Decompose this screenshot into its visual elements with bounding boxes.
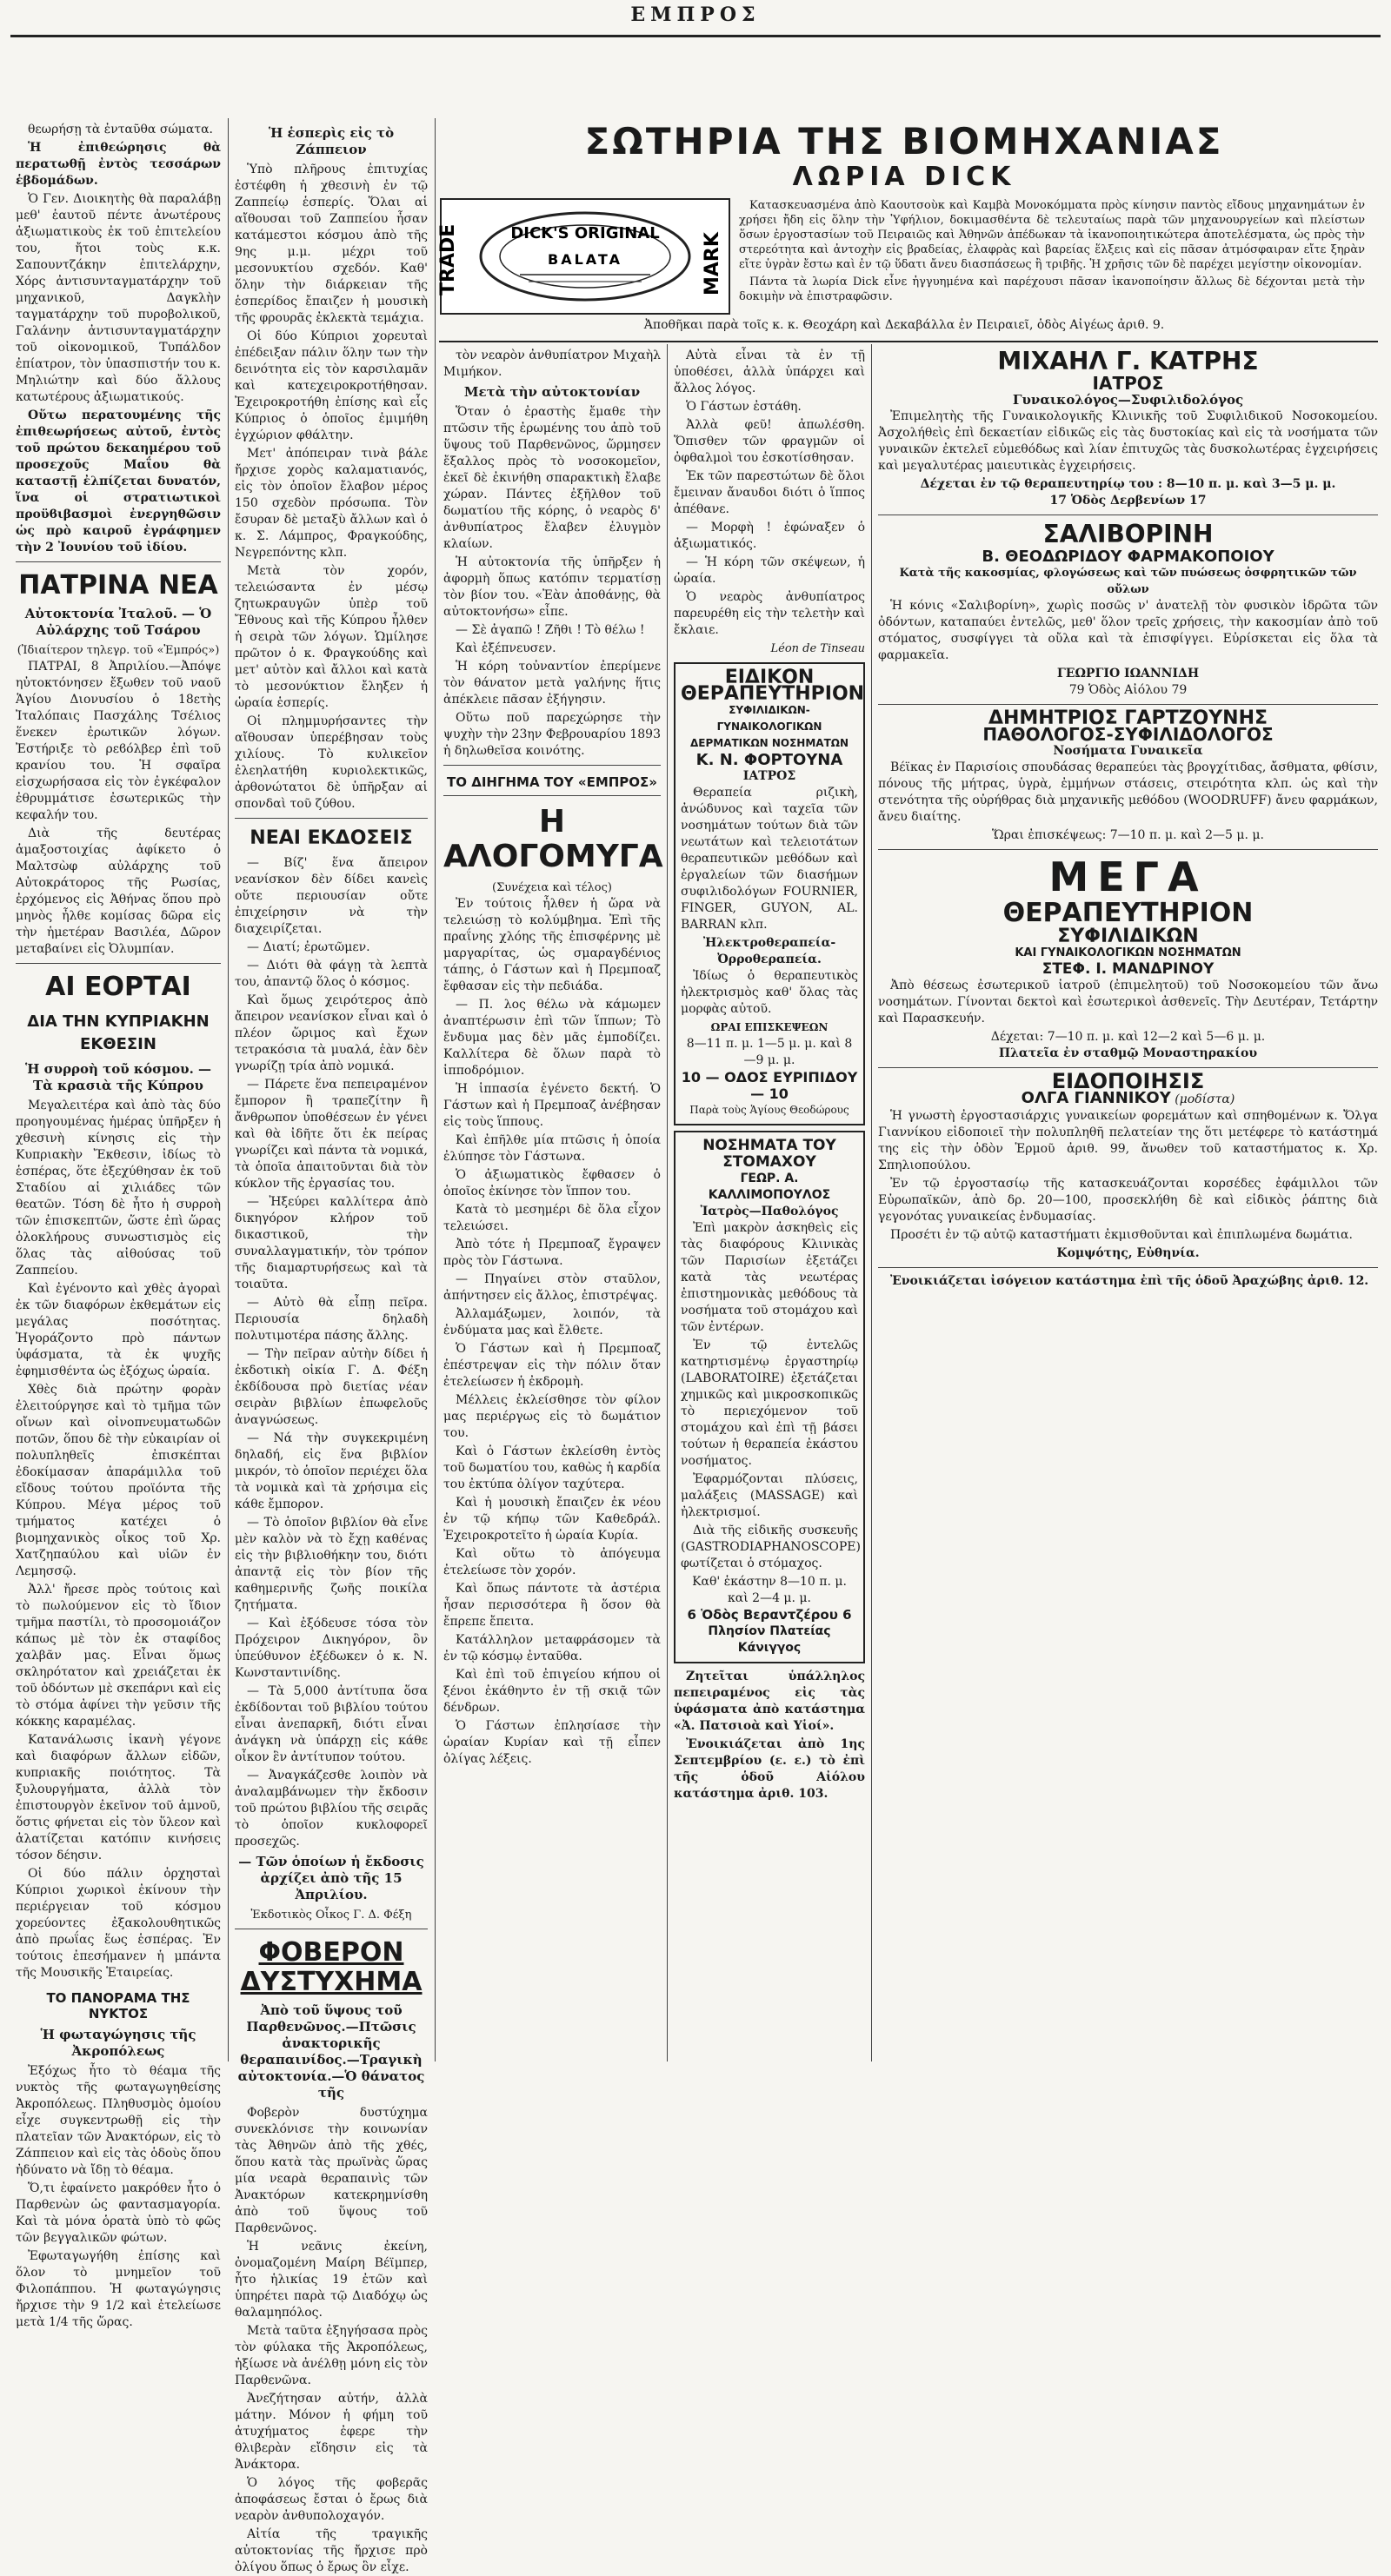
col3-p7: Οὕτω ποῦ παρεχώρησε τὴν ψυχὴν τὴν 23ην Φεβρουαρίου 1893 ἡ δηλωθεῖσα κοινότης. <box>443 711 661 758</box>
ad-salivorin-sub: Κατὰ τῆς κακοσμίας, φλογώσεως καὶ τῶν πυώσεως ὀσφρητικῶν τῶν οὔλων <box>899 567 1357 596</box>
col3-p32: Ὁ Γάστων ἐπλησίασε τὴν ὡραίαν Κυρίαν καὶ τῇ εἶπεν ὀλίγας λέξεις. <box>443 1719 661 1766</box>
ad-mega-title: ΜΕΓΑ <box>1048 853 1208 900</box>
ad-kallimopoulos-title: ΝΟΣΗΜΑΤΑ ΤΟΥ ΣΤΟΜΑΧΟΥ <box>702 1137 836 1171</box>
col2-p7: — Βίζ' ἕνα ἄπειρον νεανίσκον δὲν δίδει κανεὶς οὔτε περιουσίαν οὔτε ἐπιχείρησιν νὰ τὴν διαχειρίζεται. <box>235 856 428 936</box>
ad-enoikiazetai: Ἐνοικιάζεται ἰσόγειον κατάστημα ἐπὶ τῆς ὁδοῦ Ἀραχώβης ἀριθ. 12. <box>890 1274 1369 1288</box>
masthead-rule <box>10 35 1381 37</box>
ad-karpis-text: Ἐπιμελητὴς τῆς Γυναικολογικῆς Κλινικῆς τοῦ Συφιλιδικοῦ Νοσοκομείου. Ἀσχολήθεὶς ἐπὶ δεκαετίαν εἰδικῶς εἰς τὰς δυστοκίας καὶ εἰς τὰ νοσήματα τῶν γυναικῶν ἐκτελεῖ εὐμεθόδως καὶ λίαν ἐπιτυχῶς τὰς δυσκολωτέρας ἐγχειρήσεις καὶ μεγαλυτέρας μαιευτικὰς ἐγχειρήσεις. <box>878 409 1378 473</box>
ad-soteria-p1: Κατασκευασμένα ἀπὸ Καουτσοὺκ καὶ Καμβὰ Μονοκόμματα πρὸς κίνησιν παντὸς εἴδους μηχανημάτων ἐν χρήσει ἤδη εἰς ὅλην τὴν Ὑφήλιον, δοκιμασθέντα δὲ τελευταίως παρὰ τῶν μηχανουργείων καὶ πλείστων ὅσων ἐργοστασίων τοῦ Πειραιῶς καὶ Ἀθηνῶν ἀπέδωκαν τὰ ἱκανοποιητικώτερα ἀποτελέσματα, ὡς πρὸς τὴν στερεότητα καὶ ἀντοχὴν εἰς βραδείας, ἐλαφρὰς καὶ βαρείας ἕλξεις καὶ εἰς πᾶσαν ἀτμόσφαιραν εἴτε ξηρὰν εἴτε ὑγρὰν ἔστω καὶ ἐν τῷ ὕδατι ἄνευ διασπάσεως ἢ τριβῆς. Ἡ χρῆσις τῶν δὲ παρέχει μεγίστην οἰκονομίαν. <box>739 199 1365 271</box>
ad-gartzounis-role: ΠΑΘΟΛΟΓΟΣ-ΣΥΦΙΛΙΔΟΛΟΓΟΣ <box>982 724 1274 745</box>
col3-p14: Ὁ νεαρὸς ἀνθυπίατρος παρευρέθη εἰς τὴν τελετὴν καὶ ἔκλαιε. <box>674 590 865 637</box>
ad-mega-address: Πλατεῖα ἐν σταθμῷ Μοναστηρακίου <box>998 1046 1258 1060</box>
col2-p21: Φοβερὸν δυστύχημα συνεκλόνισε τὴν κοινωνίαν τὰς Ἀθηνῶν ἀπὸ τῆς χθές, ὅπου κατὰ τὰς πρωϊνὰς ὥρας μία νεαρὰ θεραπαινὶς τῶν Ἀνακτόρων κατεκρημνίσθη ἀπὸ τοῦ ὕψους τοῦ Παρθενῶνος. <box>235 2106 428 2235</box>
headline-patrina: ΠΑΤΡΙΝΑ ΝΕΑ <box>18 570 218 601</box>
col1-p11: Κατανάλωσις ἱκανὴ γέγονε καὶ διαφόρων ἄλλων εἰδῶν, κυπριακῆς ποιότητος. Τὰ ξυλουργήματα, ἀλλὰ τὸν ἐπιστουργὸν ἐκεῖνον τοῦ ἀμνοῦ, ὅστις φήνεται εἰς τὸν ὕλεον καὶ ἀλατίζεται κατόπιν κινήσεις τόσον δέησιν. <box>16 1733 221 1862</box>
ad-fortouna-hours: 8—11 π. μ. 1—5 μ. μ. καὶ 8—9 μ. μ. <box>686 1037 853 1067</box>
ad-fortouna <box>674 662 865 1125</box>
col3-p30: Κατάλληλον μεταφράσομεν τὰ ἐν τῷ κόσμῳ ἐνταῦθα. <box>443 1633 661 1663</box>
col3-p11: Ἐκ τῶν παρεστώτων δὲ ὅλοι ἔμειναν ἄναυδοι διότι ὁ ἵππος ἀπέθανε. <box>674 469 865 516</box>
col2-p16: — Τὸ ὁποῖον βιβλίον θὰ εἶνε μὲν καλὸν νὰ τὸ ἔχῃ καθένας εἰς τὴν βιβλιοθήκην του, διότι ἀπαντᾷ εἰς τὸν βίον τῆς καθημερινῆς ζωῆς ποικίλα ζητήματα. <box>235 1516 428 1612</box>
trademark-emblem-icon <box>437 200 729 313</box>
ad-mega-sub2: ΣΥΦΙΛΙΔΙΚΩΝ <box>1057 926 1199 947</box>
column-5-ads <box>878 348 1378 2068</box>
divider <box>235 818 428 819</box>
col1-p10: Ἀλλ' ἤρεσε πρὸς τούτοις καὶ τὸ πωλούμενον εἰς τὸ ἴδιον τμῆμα παστίλι, τὸ προσομοιάζον κάπως μὲ τὸν ἐκ σταφίδος χαλβᾶν μας. Εἶναι ὅμως σκληρότατον καὶ χρειάζεται ἐκ τοῦ ὀδόντων μὲ σκεπάρνι καὶ εἰς τὸ στόμα ἀφίνει τὴν γεῦσιν τῆς κόκκης καραμέλας. <box>16 1583 221 1729</box>
col3-p22: — Πηγαίνει στὸν σταῦλον, ἀπήντησεν εἰς ἄλλος, ἐπιστρέψας. <box>443 1272 661 1303</box>
ad-kallimopoulos-hours: Καθ' ἑκάστην 8—10 π. μ. καὶ 2—4 μ. μ. <box>692 1575 847 1605</box>
divider <box>878 704 1378 705</box>
ad-kallimopoulos-role: Ἰατρὸς—Παθολόγος <box>700 1205 839 1218</box>
headline-alogomiga: Η ΑΛΟΓΟΜΥΓΑ <box>443 804 663 874</box>
ad-soteria-subtitle: ΛΩΡΙΑ DICK <box>792 162 1016 192</box>
col3-p28: Καὶ οὕτω τὸ ἀπόγευμα ἐτελείωσε τὸν χορόν. <box>443 1547 661 1577</box>
logo-trade-text: TRADE <box>437 223 459 295</box>
subhead-telos: (Συνέχεια καὶ τέλος) <box>492 881 612 894</box>
col1-p7: Μεγαλειτέρα καὶ ἀπὸ τὰς δύο προηγουμένας ἡμέρας ὑπῆρξεν ἡ χθεσινὴ κίνησις εἰς τὴν Κυπριακὴν Ἔκθεσιν, ἰδίως τὸ ἑσπέρας, ὅτε ἐξεχύθησαν ἐκ τοῦ Σταδίου αἱ χιλιάδες τῶν θεατῶν. Τόση δὲ ἦτο ἡ συρροὴ τῶν ἐπισκεπτῶν, ὥστε ἐπὶ ὥρας ὁλοκλήρους συνωστισμὸς εἰς ὅλας τὰς αἰθούσας τοῦ Ζαππείου. <box>16 1099 221 1278</box>
col3-p27: Καὶ ἡ μουσικὴ ἔπαιζεν ἐκ νέου ἐν τῷ κήπῳ τῶν Καθεδράλ. Ἐχειροκροτεῖτο ἡ ὡραία Κυρία. <box>443 1496 661 1543</box>
col3-p19: Ὁ ἀξιωματικὸς ἔφθασεν ὁ ὁποῖος ἐκίνησε τὸν ἵππον του. <box>443 1168 661 1198</box>
ad-mega-sub3: ΚΑΙ ΓΥΝΑΙΚΟΛΟΓΙΚΩΝ ΝΟΣΗΜΑΤΩΝ <box>1015 946 1241 959</box>
ad-karpis-hours: Δέχεται ἐν τῷ θεραπευτηρίῳ του : 8—10 π. μ. καὶ 3—5 μ. μ. <box>920 477 1336 491</box>
col3-p24: Ὁ Γάστων καὶ ἡ Πρεμποαζ ἐπέστρεψαν εἰς τὴν πόλιν ὅταν ἐτελείωσεν ἡ ἐκδρομὴ. <box>443 1342 661 1389</box>
subhead-ekdosis-arch: — Τῶν ὁποίων ἡ ἔκδοσις ἀρχίζει ἀπὸ τῆς 15 Ἀπριλίου. <box>238 1854 424 1902</box>
column-3 <box>443 348 661 2068</box>
column-rule <box>435 118 436 2061</box>
ad-fortouna-role: ΙΑΤΡΟΣ <box>742 769 796 783</box>
ad-kallimopoulos-text2: Ἐν τῷ ἐντελῶς κατηρτισμένῳ ἐργαστηρίῳ (LABORATOIRE) ἐξετάζεται χημικῶς καὶ μικροσκοπικῶς τὸ περιεχόμενον τοῦ στομάχου καὶ ἐπὶ τῇ βάσει τούτων ἡ θεραπεία ἐκάστου νοσήματος. <box>681 1338 858 1468</box>
masthead-title: ΕΜΠΡΟΣ <box>630 3 761 26</box>
col2-p5: Μετὰ τὸν χορόν, τελειώσαντα ἐν μέσῳ ζητωκραυγῶν ὑπὲρ τοῦ Ἔθνους καὶ τῆς Κύπρου ἦλθεν ἡ σειρὰ τῶν λόγων. Ὡμίλησε πρῶτον ὁ κ. Φραγκούδης καὶ μετ' αὐτὸν καὶ ἄλλοι καὶ κατὰ τὸ μεσονύκτιον ἔληξεν ἡ ὡραία ἑσπερίς. <box>235 564 428 710</box>
col2-p2: Ὑπὸ πλῆρους ἐπιτυχίας ἐστέφθη ἡ χθεσινὴ ἐν τῷ Ζαππείῳ ἑσπερίς. Ὅλαι αἱ αἴθουσαι τοῦ Ζαππείου ἦσαν κατάμεστοι κόσμου ἀπὸ τῆς 9ης μ.μ. μέχρι τοῦ μεσονυκτίου σχεδόν. Καθ' ὅλην τὴν διάρκειαν τῆς ἑσπερίδος ἔπαιζεν ἡ μουσικὴ τῆς φρουρᾶς ἐκλεκτὰ τεμάχια. <box>235 163 428 325</box>
ad-fortouna-hours-label: ΩΡΑΙ ΕΠΙΣΚΕΨΕΩΝ <box>710 1021 829 1033</box>
ad-fortouna-sub3: Ἠλεκτροθεραπεία-Ὀρροθεραπεία. <box>702 936 836 966</box>
headline-foveron: ΦΟΒΕΡΟΝ ΔΥΣΤΥΧΗΜΑ <box>240 1937 423 1997</box>
subhead-fotagogisis: Ἡ φωταγώγησις τῆς Ἀκροπόλεως <box>40 2027 196 2059</box>
subhead-foveron: Ἀπὸ τοῦ ὕψους τοῦ Παρθενῶνος.—Πτῶσις ἀνακτορικῆς θεραπαινίδος.—Τραγικὴ αὐτοκτονία.—Ὁ θάνατος τῆς <box>237 2002 425 2101</box>
col1-p3: Ὁ Γεν. Διοικητὴς θὰ παραλάβῃ μεθ' ἑαυτοῦ πέντε ἀνωτέρους ἀξιωματικοὺς ἐκ τοῦ ἐπιτελείου του, ἤτοι τοὺς κ.κ. Σαπουντζάκην ἐπιτελάρχην, Χόρς ἀντισυνταγματάρχην τοῦ μηχανικοῦ, Δαγκλὴν ταγματάρχην τοῦ πυροβολικοῦ, Γαλάνην ἀντισυνταγματάρχην τοῦ οἰκονομικοῦ, Τυπάλδον ἐπίατρον, τὸν ὑπασπιστήν του κ. Μηλιώτην καὶ δύο ἄλλους κατωτέρους ἀξιωματικούς. <box>16 192 221 404</box>
ad-eidop-footer: Κομψότης, Εὐθηνία. <box>1056 1246 1200 1260</box>
col3-p12: — Μορφὴ ! ἐφώναξεν ὁ ἀξιωματικός. <box>674 521 865 551</box>
masthead <box>0 0 1391 111</box>
ad-soteria-address: Ἀποθῆκαι παρὰ τοῖς κ. κ. Θεοχάρη καὶ Δεκαβάλλα ἐν Πειραιεῖ, ὁδὸς Αἰγέως ἀριθ. 9. <box>643 318 1165 332</box>
col1-p14: Ὅ,τι ἐφαίνετο μακρόθεν ἦτο ὁ Παρθενὼν ὡς φαντασμαγορία. Καὶ τὰ μόνα ὁρατὰ ὑπὸ τὸ φῶς τῶν βεγγαλικῶν φώτων. <box>16 2181 221 2245</box>
col3-p17: Ἡ ἱππασία ἐγένετο δεκτή. Ὁ Γάστων καὶ ἡ Πρεμποαζ ἀνέβησαν εἰς τοὺς ἵππους. <box>443 1082 661 1129</box>
col3-p18: Καὶ ἐπῆλθε μία πτῶσις ἡ ὁποία ἐλύπησε τὸν Γάστωνα. <box>443 1133 661 1164</box>
col2-p10: Καὶ ὅμως χειρότερος ἀπὸ ἄπειρον νεανίσκον εἶναι καὶ ὁ πλέον ὥριμος καὶ ἔχων τετρακόσια τὰ μυαλά, ἐὰν δὲν γνωρίζῃ τρία ἀπὸ νομικά. <box>235 993 428 1073</box>
col2-p25: Ὁ λόγος τῆς φοβερᾶς ἀποφάσεως ἔσται ὁ ἔρως διὰ νεαρὸν ἀνθυπολοχαγόν. <box>235 2476 428 2523</box>
alogomiga-signature: Léon de Tinseau <box>770 642 865 655</box>
subhead-autoktonia: Αὐτοκτονία Ἰταλοῦ. — Ὁ Αὐλάρχης τοῦ Τσάρου <box>24 606 212 638</box>
col3-p9: Ὁ Γάστων ἐστάθη. <box>686 400 802 414</box>
divider <box>443 795 661 796</box>
ad-fortouna-text2: Ἰδίως ὁ θεραπευτικὸς ἠλεκτρισμὸς καθ' ὅλας τὰς μορφὰς αὐτοῦ. <box>681 969 858 1016</box>
col1-p6: Διὰ τῆς δευτέρας ἁμαξοστοιχίας ἀφίκετο ὁ Μαλτσὼφ αὐλάρχης τοῦ Αὐτοκράτορος τῆς Ρωσίας, ἐρχόμενος εἰς Ἀθήνας ὅπου πρὸ μηνὸς ἦλθε κομίσας δῶρα εἰς τὴν ἡμετέραν Βασιλέα, Δῶρον μεταβαίνει εἰς Ὀλυμπίαν. <box>16 827 221 956</box>
ad-salivorin-title: ΣΑΛΙΒΟΡΙΝΗ <box>1042 520 1214 548</box>
ad-mega-doctor: ΣΤΕΦ. Ι. ΜΑΝΔΡΙΝΟΥ <box>1042 960 1215 978</box>
headline-ekdoseis: ΝΕΑΙ ΕΚΔΟΣΕΙΣ <box>250 827 413 849</box>
col3-p31: Καὶ ἐπὶ τοῦ ἐπιγείου κήπου οἱ ξένοι ἐκάθηντο ἐν τῇ σκιᾷ τῶν δένδρων. <box>443 1668 661 1715</box>
divider <box>16 561 221 562</box>
column-1 <box>16 122 221 2329</box>
col2-p14: — Τὴν πεῖραν αὐτὴν δίδει ἡ ἐκδοτικὴ οἰκία Γ. Δ. Φέξη ἐκδίδουσα πρὸ διετίας νέαν σειρὰν βιβλίων ἐπωφελοῦς ἀναγνώσεως. <box>235 1347 428 1427</box>
col2-p15: — Νά τὴν συγκεκριμένη δηλαδή, εἰς ἕνα βιβλίον μικρόν, τὸ ὁποῖον περιέχει ὅλα τὰ νομικὰ καὶ τὰ χρήσιμα εἰς κάθε ἔμπορον. <box>235 1431 428 1511</box>
col2-p26: Αἰτία τῆς τραγικῆς αὐτοκτονίας τῆς ἤρχισε πρὸ ὀλίγου ὅπως ὁ ἔρως ὃν εἶχε. <box>235 2527 428 2574</box>
col3-p8: Αὐτὰ εἶναι τὰ ἐν τῇ ὑποθέσει, ἀλλὰ ὑπάρχει καὶ ἄλλος λόγος. <box>674 349 865 395</box>
col3-p4: — Σὲ ἀγαπῶ ! Ζῆθι ! Τὸ θέλω ! <box>456 623 645 637</box>
col2-p23: Μετὰ ταῦτα ἐξηγήσασα πρὸς τὸν φύλακα τῆς Ἀκροπόλεως, ἠξίωσε νὰ ἀνέλθῃ μόνη εἰς τὸν Παρθενῶνα. <box>235 2324 428 2387</box>
ad-mega-sub: ΘΕΡΑΠΕΥΤΗΡΙΟΝ <box>1002 898 1254 928</box>
col2-p11: — Πάρετε ἕνα πεπειραμένον ἔμπορον ἢ τραπεζίτην ἢ ἄνθρωπον ὑποθέσεων ἐν γένει καὶ θὰ ἰδῆτε ὅτι ἐκ πείρας γνωρίζει καὶ πάντα τὰ νομικά, τὰ ὁποῖα ἀπαιτοῦνται διὰ τὸν κύκλον τῆς ἐργασίας του. <box>235 1078 428 1191</box>
subhead-idiaiteron: (Ἰδιαίτερον τηλεγρ. τοῦ «Ἐμπρός») <box>17 644 220 657</box>
divider <box>439 341 1378 342</box>
col2-p19: — Ἀναγκάζεσθε λοιπὸν νὰ ἀναλαμβάνωμεν τὴν ἔκδοσιν τοῦ πρώτου βιβλίου τῆς σειρᾶς τὸ ὁποῖον κυκλοφορεῖ προσεχῶς. <box>235 1769 428 1849</box>
headline-panorama: ΤΟ ΠΑΝΟΡΑΜΑ ΤΗΣ ΝΥΚΤΟΣ <box>46 1990 190 2022</box>
ad-zitesthe: Ζητεῖται ὑπάλληλος πεπειραμένος εἰς τὰς ὑφάσματα ἀπὸ κατάστημα «Ἀ. Πατσιοὰ καὶ Υἱοί». <box>674 1670 865 1733</box>
logo-brand-text: DICK'S ORIGINAL <box>510 224 660 242</box>
ad-fortouna-sub: ΘΕΡΑΠΕΥΤΗΡΙΟΝ <box>681 683 865 705</box>
ad-karpis-spec: Γυναικολόγος—Συφιλιδολόγος <box>1012 392 1244 408</box>
column-4 <box>674 348 865 2068</box>
ad-fortouna-doctor: Κ. Ν. ΦΟΡΤΟΥΝΑ <box>696 751 843 769</box>
ad-mega-text: Ἀπὸ θέσεως ἐσωτερικοῦ ἰατροῦ (ἐπιμελητοῦ) τοῦ Νοσοκομείου τῶν ἄνω νοσημάτων. Γίνονται δεκτοὶ καὶ ἐσωτερικοὶ ἀσθενεῖς. Τὴν Δευτέραν, Τετάρτην καὶ Παρασκευήν. <box>878 979 1378 1026</box>
ad-kallimopoulos-text: Ἐπὶ μακρὸν ἀσκηθεὶς εἰς τὰς διαφόρους Κλινικὰς τῶν Παρισίων ἐξετάζει κατὰ τὰς νεωτέρας ἐπιστημονικὰς μεθόδους τὰ νοσήματα τοῦ στομάχου καὶ τῶν ἐντέρων. <box>681 1221 858 1334</box>
column-2 <box>235 122 428 2574</box>
ad-karpis-address: 17 Ὁδὸς Δερβενίων 17 <box>1049 494 1207 508</box>
col3-p2: Ὅταν ὁ ἐραστὴς ἔμαθε τὴν πτῶσιν τῆς ἐρωμένης του ἀπὸ τοῦ ὕψους τοῦ Παρθενῶνος, ὥρμησεν ἔξαλλος πρὸς τὸ νοσοκομεῖον, ἐκεῖ δὲ ἐκινήθη σπαρακτικὴ ἔλαβε χώραν. Πάντες ἐξῆλθον τοῦ δωματίου τῆς κόρης, ὁ νεαρὸς δ' ἀνθυπίατρος ἔλαβεν ἐλυγμὸν κλαίων. <box>443 405 661 551</box>
col3-p29: Καὶ ὅπως πάντοτε τὰ ἀστέρια ἦσαν περισσότερα ἢ ὅσον θὰ ἔπρεπε ἔπειτα. <box>443 1582 661 1629</box>
ad-eidop-text2: Ἐν τῷ ἐργοστασίῳ τῆς κατασκευάζονται κορσέδες ἐφάμιλλοι τῶν Εὐρωπαϊκῶν, ἀπὸ δρ. 20—100, προσεκλήθη δὲ καὶ εἰδικὸς ῥάπτης διὰ γεγονότας γυναικείας ἐνδυμασίας. <box>878 1177 1378 1224</box>
ad-kallimopoulos-text4: Διὰ τῆς εἰδικῆς συσκευῆς (GASTRODIAPHANOSCOPE) φωτίζεται ὁ στόμαχος. <box>681 1524 861 1570</box>
col2-p22: Ἡ νεᾶνις ἐκείνη, ὀνομαζομένη Μαίρη Βέϊμπερ, ἦτο ἡλικίας 19 ἐτῶν καὶ ὑπηρέτει παρὰ τῷ Διαδόχῳ ὡς θαλαμηπόλος. <box>235 2240 428 2320</box>
headline-diigima: ΤΟ ΔΙΗΓΗΜΑ ΤΟΥ «ΕΜΠΡΟΣ» <box>447 774 657 790</box>
col3-p25: Μέλλεις ἐκλείσθησε τὸν φίλον μας περιέργως εἰς τὸ δωμάτιον του. <box>443 1393 661 1440</box>
col1-p2: Ἡ ἐπιθεώρησις θὰ περατωθῇ ἐντὸς τεσσάρων ἑβδομάδων. <box>16 141 221 188</box>
column-rule <box>871 344 872 2061</box>
col3-p10: Ἀλλὰ φεῦ! ἀπωλέσθη. Ὅπισθεν τῶν φραγμῶν οἱ ὀφθαλμοὶ του ἐσκοτίσθησαν. <box>674 418 865 465</box>
ad-enoikiazetai-2: Ἐνοικιάζεται ἀπὸ 1ης Σεπτεμβρίου (ε. ε.) τὸ ἐπὶ τῆς ὁδοῦ Αἰόλου κατάστημα ἀριθ. 103. <box>674 1737 865 1801</box>
logo-balata-text: BALATA <box>548 251 622 268</box>
col1-p1: θεωρήσῃ τὰ ἐνταῦθα σώματα. <box>28 123 214 136</box>
ad-kallimopoulos-name: ΓΕΩΡ. Α. ΚΑΛΛΙΜΟΠΟΥΛΟΣ <box>708 1172 831 1202</box>
col2-p3: Οἱ δύο Κύπριοι χορευταὶ ἐπέδειξαν πάλιν ὅλην των τὴν δεινότητα εἰς τὸν καρσιλαμᾶν καὶ κατεχειροκροτήθησαν. Ἐχειροκροτήθη ἐπίσης καὶ εἷς Κύπριος ὁ ὁποῖος ἐμιμήθη ἐγχώριον φθάλτην. <box>235 329 428 442</box>
col2-p13: — Αὐτὸ θὰ εἶπῃ πεῖρα. Περιουσία δηλαδὴ πολυτιμοτέρα πάσης ἄλλης. <box>235 1296 428 1343</box>
col3-p13: — Ἡ κόρη τῶν σκέψεων, ἡ ὡραία. <box>674 555 865 586</box>
headline-kypriaki: ΔΙΑ ΤΗΝ ΚΥΠΡΙΑΚΗΝ ΕΚΘΕΣΙΝ <box>27 1012 210 1053</box>
col1-p4: Οὕτω περατουμένης τῆς ἐπιθεωρήσεως αὐτοῦ, ἐντὸς τοῦ πρώτου δεκαημέρου τοῦ προσεχοῦς Μαΐου θὰ καταστῇ ἐλπίζεται δυνατόν, ἵνα οἱ στρατιωτικοὶ προϋϐιβασμοὶ ἐνεργηθῶσιν ὡς πρὸ καιροῦ ἐγράφημεν τὴν 2 Ἰουνίου τοῦ ἰδίου. <box>16 408 221 554</box>
ad-eidop-title: ΕΙΔΟΠΟΙΗΣΙΣ <box>1051 1069 1205 1093</box>
ad-fortouna-address: 10 — ΟΔΟΣ ΕΥΡΙΠΙΔΟΥ — 10 <box>681 1069 858 1102</box>
ad-eidop-name: ΟΛΓΑ ΓΙΑΝΝΙΚΟΥ <box>1021 1089 1171 1107</box>
col3-p26: Καὶ ὁ Γάστων ἐκλείσθη ἐντὸς τοῦ δωματίου του, καθὼς ἡ καρδία του ἐκτύπα ὀλίγον ταχύτερα. <box>443 1444 661 1491</box>
ad-gartzounis-hours: Ὥραι ἐπισκέψεως: 7—10 π. μ. καὶ 2—5 μ. μ. <box>992 828 1264 842</box>
ad-eidop-role: (μοδίστα) <box>1175 1092 1235 1106</box>
col1-p12: Οἱ δύο πάλιν ὀρχησταὶ Κύπριοι χωρικοὶ ἐκίνουν τὴν περιέργειαν τοῦ κόσμου χορεύοντες ἐξακολουθητικῶς ἀπὸ πρωΐας ἕως ἑσπέρας. Ἐν τούτοις ἐπεσήμανεν ἡ μπάντα τῆς Μουσικῆς Ἑταιρείας. <box>16 1867 221 1980</box>
logo-mark-text: MARK <box>702 232 723 295</box>
ad-kallimopoulos <box>674 1131 865 1663</box>
column-rule <box>228 118 229 2061</box>
col1-p8: Καὶ ἐγένοντο καὶ χθὲς ἀγοραὶ ἐκ τῶν διαφόρων ἐκθεμάτων εἰς μεγάλας ποσότητας. Ἠγοράζοντο πρὸ πάντων ὑφάσματα, τὰ ἐκ ψυχῆς ἐφημισθέντα ὡς ἐξόχως ὡραία. <box>16 1282 221 1378</box>
col3-p16: — Π. λος θέλω νὰ κάμωμεν ἀναπτέρωσιν ἐπὶ τῶν ἵππων; Τὸ ἔνδυμα μας δὲν μᾶς ἐμποδίζει. Καλλίτερα δὲ ὅλων παρὰ τὸ ἱπποδρόμιον. <box>443 998 661 1078</box>
col2-p6: Οἱ πλημμυρήσαντες τὴν αἴθουσαν ὑπερέβησαν τοὺς χιλίους. Τὸ κυλικεῖον ἐλεηλατήθη κυριολεκτικῶς, ἀρθονώτατοι δὲ ὑπῆρξαν αἱ σπονδαὶ τοῦ ζύθου. <box>235 714 428 811</box>
ad-salivorin-address: 79 Ὁδὸς Αἰόλου 79 <box>1068 683 1188 697</box>
ad-fortouna-address2: Παρὰ τοὺς Ἁγίους Θεοδώρους <box>689 1104 849 1116</box>
col3-p5: Καὶ ἐξέπνευσεν. <box>456 641 556 655</box>
publisher-credit: Ἐκδοτικὸς Οἶκος Γ. Δ. Φέξη <box>250 1909 412 1922</box>
divider <box>443 765 661 766</box>
ad-gartzounis-name: ΔΗΜΗΤΡΙΟΣ ΓΑΡΤΖΟΥΝΗΣ <box>988 707 1268 729</box>
headline-eortai: ΑΙ ΕΟΡΤΑΙ <box>45 972 191 1002</box>
ad-salivorin-pharm: Β. ΘΕΟΔΩΡΙΔΟΥ ΦΑΡΜΑΚΟΠΟΙΟΥ <box>982 548 1275 566</box>
divider <box>16 963 221 964</box>
col1-p9: Χθὲς διὰ πρώτην φορὰν ἐλειτούργησε καὶ τὸ τμῆμα τῶν οἴνων καὶ οἰνοπνευματωδῶν ποτῶν, ὅπου δὲ τὴν εὐκαιρίαν οἱ πολυπληθεῖς ἐπισκέπται ἐδοκίμασαν ἀπαράμιλλα τοῦ εἴδους τούτου προϊόντα τῆς Κύπρου. Μέγα μέρος τοῦ τμήματος κατέχει ὁ βιομηχανικὸς οἶκος τοῦ Χρ. Χατζηπαύλου καὶ υἱῶν ἐν Λεμησσῷ. <box>16 1383 221 1578</box>
ad-karpis-role: ΙΑΤΡΟΣ <box>1092 373 1164 394</box>
col2-p8: — Διατί; ἐρωτῶμεν. <box>247 940 370 954</box>
divider <box>878 849 1378 850</box>
ad-karpis-name: ΜΙΧΑΗΛ Γ. ΚΑΤΡΗΣ <box>997 347 1259 375</box>
ad-eidop-text: Ἡ γνωστὴ ἐργοστασιάρχις γυναικείων φορεμάτων καὶ σπηθομένων κ. Ὄλγα Γιαννίκου εἰδοποιεῖ τὴν πολυπληθῆ πελατείαν της ὅτι μετέφερε τὸ κατάστημά της εἰς τὴν ὁδὸν Ἑρμοῦ ἀριθ. 99, ἄνωθεν τοῦ καταστήματος κ. Χρ. Σπηλιοπούλου. <box>878 1109 1378 1172</box>
col3-p15: Ἐν τούτοις ἦλθεν ἡ ὥρα νὰ τελειώσῃ τὸ κολύμβημα. Ἐπὶ τῆς πραΐνης χλόης τῆς ἐπισφέρνης μὲ μαργαρίτας, ὡς σμαραγδένιος τάπης, ὁ Γάστων καὶ ἡ Πρεμποαζ ἔφθασαν εἰς τὴν πεδιάδα. <box>443 897 661 993</box>
ad-gartzounis-text: Βέϊκας ἐν Παρισίοις σπουδάσας θεραπεύει τὰς βρογχίτιδας, ἄσθματα, φθίσιν, πόνους τῆς μήτρας, ὑγρὰ, ἐμμήνων στάσεις, στειρότητα κλπ. ὡς καὶ τὴν στενότητα τῆς οὐρήθρας διὰ μηχανικῆς μεθόδου (WOODRUFF) ἄνευ φαρμάκων, ἄνευ διαίτης. <box>878 760 1378 824</box>
col3-p20: Κατὰ τὸ μεσημέρι δὲ ὅλα εἶχον τελειώσει. <box>443 1203 661 1233</box>
col2-p12: — Ἠξεύρει καλλίτερα ἀπὸ δικηγόρον κλήρον τοῦ δικαστικοῦ, τὴν συναλλαγματικήν, τὸν τρόπον τῆς διαμαρτυρήσεως καὶ τὰ τοιαῦτα. <box>235 1195 428 1291</box>
col3-p1: τὸν νεαρὸν ἀνθυπίατρον Μιχαὴλ Μιμήκον. <box>443 349 661 379</box>
divider <box>878 1067 1378 1068</box>
col2-p4: Μετ' ἀπόπειραν τινὰ βάλε ἤρχισε χορὸς καλαματιανός, εἰς τὸν ὁποῖον ἔλαβον μέρος 150 σχεδὸν πρόσωπα. Τὸν ἔσυραν δὲ μεταξὺ ἄλλων καὶ ὁ κ. Σ. Λάμπρος, Φραγκούδης, Νεγρεπόντης κλπ. <box>235 447 428 560</box>
col1-p15: Ἐφωταγωγήθη ἐπίσης καὶ ὅλον τὸ μνημεῖον τοῦ Φιλοπάππου. Ἡ φωταγώγησις ἤρχισε τὴν 9 1/2 καὶ ἐτελείωσε μετὰ 1/4 τῆς ὥρας. <box>16 2249 221 2329</box>
ad-fortouna-sub2: ΣΥΦΙΛΙΔΙΚΩΝ-ΓΥΝΑΙΚΟΛΟΓΙΚΩΝ ΔΕΡΜΑΤΙΚΩΝ ΝΟΣΗΜΑΤΩΝ <box>689 704 849 749</box>
col2-p9: — Διότι θὰ φάγῃ τὰ λεπτὰ του, ἀπαντῷ ὅλος ὁ κόσμος. <box>235 959 428 989</box>
column-rule <box>667 344 668 2061</box>
subhead-meta-aftoktonia: Μετὰ τὴν αὐτοκτονίαν <box>463 384 641 400</box>
ad-kallimopoulos-text3: Ἐφαρμόζονται πλύσεις, μαλάξεις (MASSAGE) καὶ ἠλεκτρισμοί. <box>681 1472 858 1519</box>
col1-p5: ΠΑΤΡΑΙ, 8 Ἀπριλίου.—Ἀπόψε ηὐτοκτόνησεν ἔξωθεν τοῦ ναοῦ Ἁγίου Διονυσίου ὁ 18ετὴς Ἰταλόπαις Πασχάλης Τσέλιος ἕνεκεν ἐρωτικῶν λόγων. Ἐστήριξε τὸ ρεϐόλβερ ἐπὶ τοῦ κρανίου του. Ἡ σφαῖρα εἰσχωρήσασα εἰς τὸν ἐγκέφαλον ἐθρυμμάτισε ἐσωτερικῶς τὴν κεφαλήν του. <box>16 660 221 822</box>
ad-mega-hours: Δέχεται: 7—10 π. μ. καὶ 12—2 καὶ 5—6 μ. μ. <box>990 1030 1266 1044</box>
subhead-esperis: Ἡ ἑσπερὶς εἰς τὸ Ζάππειον <box>268 125 395 157</box>
ad-fortouna-text: Θεραπεία ριζικὴ, ἀνώδυνος καὶ ταχεῖα τῶν νοσημάτων τούτων διὰ τῶν νεωτάτων καὶ τελειοτάτων θεραπευτικῶν μεθόδων καὶ ἐργαλείων τῶν διασήμων συφιλιδολόγων FOURNIER, FINGER, GUYON, AL. BARRAN κλπ. <box>681 786 858 932</box>
ad-soteria-body <box>739 198 1365 307</box>
col2-p24: Ἀνεζήτησαν αὐτήν, ἀλλὰ μάτην. Μόνον ἡ φήμη τοῦ ἀτυχήματος ἐφερε τὴν θλιβερὰν εἴδησιν εἰς τὰ Ἀνάκτορα. <box>235 2392 428 2472</box>
ad-soteria-title: ΣΩΤΗΡΙΑ ΤΗΣ ΒΙΟΜΗΧΑΝΙΑΣ <box>584 120 1224 163</box>
subhead-syrroi: Ἡ συρροὴ τοῦ κόσμου. — Τὰ κρασιὰ τῆς Κύπρου <box>24 1061 212 1093</box>
ad-salivorin-text: Ἡ κόνις «Σαλιβορίνη», χωρὶς ποσῶς ν' ἀνατελῇ τὸν φυσικὸν ἰδρῶτα τῶν ὀδόντων, καταπαύει ἐντελῶς, μεθ' ὅλον τρεῖς χρήσεις, τὴν κακοσμίαν ἀπὸ τοῦ στόματος, συσφίγγει τὰ οὔλα καὶ τὰ ἐπισφίγγει. Εὐρίσκεται εἰς ὅλα τὰ φαρμακεῖα. <box>878 599 1378 662</box>
col3-p6: Ἡ κόρη τοὐναντίον ἐπερίμενε τὸν θάνατον μετὰ γαλήνης ἥτις ἀπέκλειε πᾶσαν ἐξήγησιν. <box>443 660 661 707</box>
ad-kallimopoulos-address2: Πλησίον Πλατείας Κάνιγγος <box>708 1624 831 1655</box>
col3-p3: Ἡ αὐτοκτονία τῆς ὑπῆρξεν ἡ ἀφορμὴ ὅπως κατόπιν τερματίσῃ τὸν βίον του. «Ἐὰν ἀποθάνῃς, θὰ αὐτοκτονήσω» εἶπε. <box>443 555 661 619</box>
col3-p21: Ἀπὸ τότε ἡ Πρεμποαζ ἔγραψεν πρὸς τὸν Γάστωνα. <box>443 1238 661 1268</box>
ad-salivorin-agent: ΓΕΩΡΓΙΟ ΙΩΑΝΝΙΔΗ <box>1056 667 1200 681</box>
dick-trademark-logo <box>437 198 730 315</box>
col3-p23: Ἀλλαμάξωμεν, λοιπόν, τὰ ἐνδύματα μας καὶ ἔλθετε. <box>443 1307 661 1338</box>
ad-soteria-p2: Πάντα τὰ λωρία Dick εἶνε ἠγγυημένα καὶ παρέχουσι πᾶσαν ἱκανοποίησιν ἄλλως δὲ δέχονται μετὰ τὴν δοκιμὴν νὰ ἐπιστραφῶσιν. <box>739 276 1365 303</box>
ad-fortouna-title: ΕΙΔΙΚΟΝ <box>724 667 815 688</box>
col1-p13: Ἐξόχως ἦτο τὸ θέαμα τῆς νυκτὸς τῆς φωταγωγηθείσης Ἀκροπόλεως. Πληθυσμὸς ὁμοίου εἶχε συγκεντρωθῇ εἰς τὴν πλατεῖαν τῶν Ἀνακτόρων, εἰς τὸ Ζάππειον καὶ εἰς τὰς ὁδοὺς ὅπου ἠδύνατο νὰ ἴδῃ τὸ θέαμα. <box>16 2064 221 2177</box>
divider <box>878 1267 1378 1268</box>
ad-kallimopoulos-address: 6 Ὁδὸς Βεραντζέρου 6 <box>687 1607 852 1623</box>
ad-eidop-text3: Προσέτι ἐν τῷ αὐτῷ καταστήματι ἐκμισθοῦνται καὶ ἐπιπλωμένα δωμάτια. <box>890 1228 1353 1242</box>
col2-p17: — Καὶ ἐξόδευσε τόσα τὸν Πρόχειρον Δικηγόρον, ὃν ὑπεύθυνον ἐξέδωκεν ὁ κ. Ν. Κωνσταντινίδης. <box>235 1617 428 1680</box>
col2-p18: — Τὰ 5,000 ἀντίτυπα ὅσα ἐκδίδονται τοῦ βιβλίου τούτου εἶναι ἀνεπαρκῆ, διότι εἶναι ἀνάγκη νὰ ὑπάρχῃ εἰς κάθε οἶκον ἓν ἀντίτυπον τούτου. <box>235 1684 428 1764</box>
ad-gartzounis-spec: Νοσήματα Γυναικεῖα <box>1053 744 1203 758</box>
